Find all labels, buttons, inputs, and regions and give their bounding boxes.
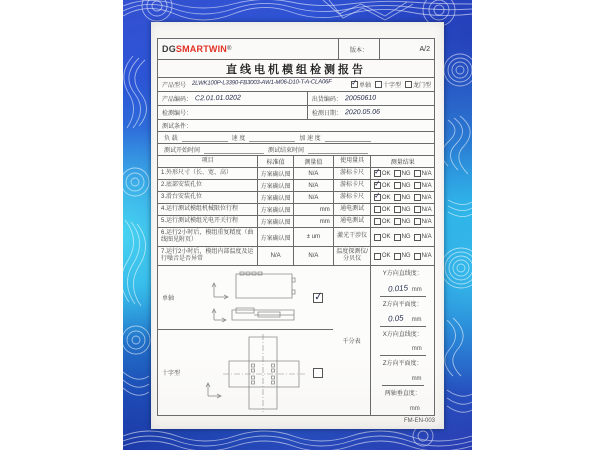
measure-label: 两轴垂直度：	[384, 391, 421, 398]
measure-field-perpendicularity	[382, 385, 424, 415]
item-tool: 激光干涉仪	[333, 228, 371, 246]
option-cross-type	[375, 80, 401, 89]
module-type-options	[351, 80, 434, 89]
ok-checkbox	[374, 194, 381, 201]
item-tool: 游标卡尺	[333, 192, 371, 203]
title-row	[158, 59, 434, 77]
ok-checkbox	[374, 182, 381, 189]
option-label: 龙门型	[412, 83, 431, 89]
test-conditions-row	[158, 119, 434, 131]
option-label: 单轴	[358, 83, 371, 89]
logo-smartwin-text: SMARTWIN	[175, 44, 227, 54]
cross-type-section-checkbox	[313, 368, 323, 378]
start-time-label: 测试开始时间	[164, 148, 201, 154]
single-axis-top-view-diagram	[206, 271, 302, 303]
item-measured: N/A	[293, 168, 333, 179]
ok-checkbox	[374, 218, 381, 225]
item-measured: N/A	[293, 180, 333, 191]
logo-dg-text: DG	[162, 44, 176, 54]
ok-label: OK	[381, 206, 391, 213]
na-label: N/A	[421, 206, 432, 213]
item-name: 3.滑台安装孔位	[161, 193, 203, 200]
ng-checkbox	[394, 170, 401, 177]
table-row	[158, 203, 434, 215]
na-label: N/A	[421, 218, 432, 225]
option-label: 十字型	[382, 83, 401, 89]
item-result	[370, 216, 434, 227]
col-header-item: 项目	[201, 157, 214, 164]
test-conditions-label: 测试条件：	[162, 124, 193, 130]
table-row	[158, 191, 434, 203]
item-standard: 方案确认图	[257, 192, 293, 203]
ship-code-cell	[307, 92, 434, 105]
option-single-axis	[351, 80, 371, 89]
measure-label: X方向直线度：	[382, 331, 423, 338]
version-label: 版本：	[338, 39, 380, 59]
table-row	[158, 246, 434, 265]
measure-unit: mm	[411, 316, 422, 323]
ok-label: OK	[381, 194, 391, 201]
report-page	[151, 22, 444, 429]
item-name: 1.外形尺寸（长、宽、高）	[161, 169, 233, 176]
measure-label: Z方向平面度：	[382, 361, 423, 368]
test-time-row	[158, 143, 434, 155]
cross-type-checkbox	[375, 81, 382, 88]
ng-label: NG	[401, 182, 411, 189]
measure-label: Y方向直线度：	[382, 271, 423, 277]
na-checkbox	[414, 253, 421, 260]
item-result	[370, 192, 434, 203]
single-axis-label: 单轴	[162, 296, 175, 302]
item-name: 2.底部安装孔位	[161, 181, 203, 188]
ng-checkbox	[394, 234, 401, 241]
measure-label: Z方向平面度：	[382, 301, 423, 308]
item-name: 7.运行2小时后，模组内部温度及运行噪音是否异常	[161, 248, 254, 262]
cross-type-diagram	[199, 334, 309, 412]
ng-label: NG	[401, 253, 411, 259]
ok-checkbox	[374, 234, 381, 241]
cross-type-section	[158, 330, 333, 415]
product-model-label: 产品型号	[162, 83, 187, 89]
item-tool: 通电测试	[333, 216, 371, 227]
ok-checkbox	[374, 253, 381, 260]
cross-type-label: 十字型	[162, 371, 181, 377]
measure-unit: mm	[411, 346, 422, 353]
inspection-date-cell	[307, 106, 434, 119]
na-label: N/A	[421, 170, 432, 177]
item-tool: 游标卡尺	[333, 168, 371, 179]
measure-field-y-straightness	[380, 266, 426, 296]
na-checkbox	[414, 194, 421, 201]
measure-handwritten-value: 0.015	[387, 283, 409, 294]
product-code-cell	[158, 92, 307, 105]
table-row	[158, 227, 434, 246]
item-standard: 方案确认图	[257, 204, 293, 215]
table-row	[158, 167, 434, 179]
product-code-label: 产品编码：	[162, 97, 193, 103]
ok-checkbox	[374, 170, 381, 177]
table-row	[158, 179, 434, 191]
item-name: 6.运行2小时后，模组重复精度（曲线图见附页）	[161, 229, 254, 243]
item-name: 5.运行测试模组光电开关行程	[161, 217, 239, 224]
ok-label: OK	[381, 182, 391, 189]
na-checkbox	[414, 170, 421, 177]
item-standard: 方案确认图	[257, 180, 293, 191]
col-header-result: 测量结果	[370, 156, 434, 167]
accel-blank-line	[325, 134, 371, 142]
decorative-blue-frame	[123, 0, 472, 450]
item-tool: 温度探测仪/分贝仪	[333, 247, 371, 265]
product-code-handwritten: C2.01.01.0202	[194, 94, 242, 103]
speed-label: 速 度	[231, 136, 246, 142]
ng-checkbox	[394, 206, 401, 213]
load-blank-line	[182, 134, 228, 142]
item-tool: 通电测试	[333, 204, 371, 215]
product-model-handwritten-value: 2LWK100P-L3390-FB3003-AW1-M06-D10-T-A-CLA06F	[191, 79, 332, 87]
inspection-row	[158, 105, 434, 119]
na-label: N/A	[421, 194, 432, 201]
item-result	[370, 180, 434, 191]
item-measured: mm	[293, 216, 333, 227]
item-standard: 方案确认图	[257, 228, 293, 246]
item-standard: N/A	[257, 247, 293, 265]
option-gantry-type	[405, 80, 431, 89]
ng-label: NG	[401, 206, 411, 213]
inspection-no-cell	[158, 106, 307, 119]
na-checkbox	[414, 234, 421, 241]
report-title: 直线电机模组检测报告	[226, 63, 366, 76]
ng-checkbox	[394, 194, 401, 201]
col-header-measured: 测量值	[293, 156, 333, 167]
ng-label: NG	[401, 194, 411, 201]
ng-checkbox	[394, 253, 401, 260]
document-code: FM-EN-003	[403, 418, 435, 424]
col-header-standard: 标准值	[257, 156, 293, 167]
item-measured: N/A	[293, 247, 333, 265]
inspection-report-form	[157, 38, 435, 416]
ng-label: NG	[401, 218, 411, 225]
item-measured: N/A	[293, 192, 333, 203]
ng-label: NG	[401, 170, 411, 177]
measure-unit: mm	[409, 405, 420, 412]
gauge-tool-label: 千分表	[342, 339, 361, 345]
item-result	[370, 168, 434, 179]
version-value: A/2	[379, 39, 434, 59]
col-header-tool: 使用量具	[333, 156, 371, 167]
ng-checkbox	[394, 218, 401, 225]
ok-checkbox	[374, 206, 381, 213]
load-label: 负 载	[164, 136, 178, 142]
ship-code-handwritten: 20050610	[344, 94, 377, 103]
item-measured: ± um	[293, 228, 333, 246]
precision-results-column	[370, 266, 434, 415]
header-row	[158, 39, 434, 59]
na-checkbox	[414, 206, 421, 213]
na-checkbox	[414, 218, 421, 225]
inspection-no-label: 检测编号：	[162, 111, 193, 117]
single-axis-section	[158, 266, 333, 330]
gantry-type-checkbox	[405, 81, 412, 88]
product-model-row	[158, 77, 434, 91]
end-time-blank-line	[308, 146, 368, 154]
measure-unit: mm	[411, 376, 422, 383]
inspection-date-label: 检测日期：	[311, 111, 342, 117]
na-checkbox	[414, 182, 421, 189]
items-table-header	[158, 155, 434, 167]
ng-label: NG	[401, 234, 411, 240]
codes-row	[158, 91, 434, 105]
item-tool: 游标卡尺	[333, 180, 371, 191]
measure-unit: mm	[411, 286, 422, 293]
speed-blank-line	[249, 134, 295, 142]
table-row	[158, 215, 434, 227]
end-time-label: 测试结束时间	[268, 148, 305, 154]
single-axis-side-view-diagram	[206, 306, 302, 324]
measure-field-z-flatness	[380, 296, 426, 326]
diagram-section	[158, 265, 434, 415]
item-measured: mm	[293, 204, 333, 215]
start-time-blank-line	[204, 146, 264, 154]
measure-field-x-straightness	[380, 326, 426, 356]
diagram-cell	[158, 266, 333, 415]
item-result	[370, 247, 434, 265]
ship-code-label: 出货编码：	[311, 97, 342, 103]
single-axis-checkbox	[351, 81, 358, 88]
ng-checkbox	[394, 182, 401, 189]
na-label: N/A	[421, 182, 432, 189]
item-standard: 方案确认图	[257, 168, 293, 179]
brand-logo: DG SMARTWIN ®	[162, 44, 232, 54]
load-speed-accel-row	[158, 131, 434, 143]
ok-label: OK	[381, 234, 391, 240]
accel-label: 加 速 度	[299, 136, 321, 142]
item-name: 4.运行测试模组机械限位行程	[161, 205, 239, 212]
inspection-date-handwritten: 2020.05.06	[344, 108, 381, 117]
na-label: N/A	[421, 234, 432, 240]
item-standard: 方案确认图	[257, 216, 293, 227]
ok-label: OK	[381, 170, 391, 177]
item-result	[370, 228, 434, 246]
measure-field-z-flatness-2	[380, 355, 426, 385]
ok-label: OK	[381, 253, 391, 259]
item-result	[370, 204, 434, 215]
na-label: N/A	[421, 253, 432, 259]
ok-label: OK	[381, 218, 391, 225]
measure-handwritten-value: 0.05	[387, 313, 404, 324]
single-axis-section-checkbox	[313, 293, 323, 303]
